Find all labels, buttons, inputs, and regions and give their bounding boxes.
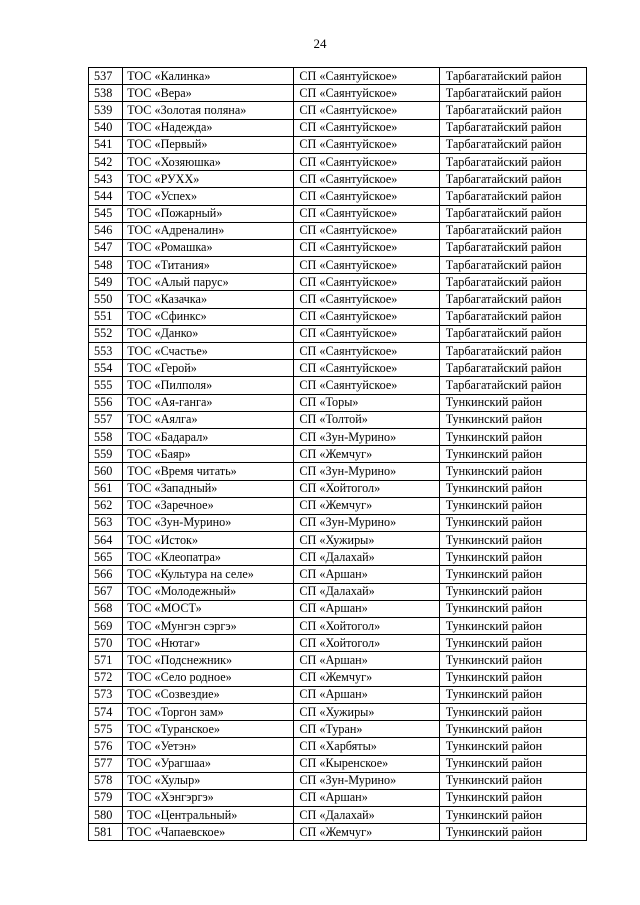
tos-name-cell: ТОС «Чапаевское» (123, 824, 294, 841)
tos-name-cell: ТОС «Ромашка» (123, 239, 294, 256)
row-number-cell: 548 (89, 257, 123, 274)
table-row (89, 600, 587, 617)
table-row (89, 446, 587, 463)
table-row (89, 549, 587, 566)
row-number-cell: 554 (89, 360, 123, 377)
tos-name-cell: ТОС «Западный» (123, 480, 294, 497)
row-number-cell: 572 (89, 669, 123, 686)
row-number-cell: 573 (89, 686, 123, 703)
row-number-cell: 542 (89, 153, 123, 170)
tos-name-cell: ТОС «Золотая поляна» (123, 102, 294, 119)
row-number-cell: 564 (89, 532, 123, 549)
table-row (89, 635, 587, 652)
district-cell: Тункинский район (439, 514, 586, 531)
district-cell: Тункинский район (439, 721, 586, 738)
settlement-cell: СП «Харбяты» (294, 738, 439, 755)
settlement-cell: СП «Аршан» (294, 566, 439, 583)
table-row (89, 377, 587, 394)
table-row (89, 703, 587, 720)
settlement-cell: СП «Зун-Мурино» (294, 463, 439, 480)
tos-name-cell: ТОС «Урагшаа» (123, 755, 294, 772)
row-number-cell: 543 (89, 171, 123, 188)
tos-name-cell: ТОС «Туранское» (123, 721, 294, 738)
table-row (89, 669, 587, 686)
table-row (89, 480, 587, 497)
table-row (89, 618, 587, 635)
table-row (89, 222, 587, 239)
table-row (89, 343, 587, 360)
settlement-cell: СП «Саянтуйское» (294, 377, 439, 394)
table-row (89, 789, 587, 806)
tos-name-cell: ТОС «Аялга» (123, 411, 294, 428)
district-cell: Тарбагатайский район (439, 188, 586, 205)
row-number-cell: 551 (89, 308, 123, 325)
table-row (89, 497, 587, 514)
tos-name-cell: ТОС «Пилполя» (123, 377, 294, 394)
tos-name-cell: ТОС «Алый парус» (123, 274, 294, 291)
district-cell: Тарбагатайский район (439, 205, 586, 222)
row-number-cell: 537 (89, 68, 123, 85)
table-row (89, 514, 587, 531)
district-cell: Тункинский район (439, 738, 586, 755)
table-row (89, 257, 587, 274)
table-row (89, 239, 587, 256)
row-number-cell: 544 (89, 188, 123, 205)
district-cell: Тункинский район (439, 824, 586, 841)
table-row (89, 394, 587, 411)
tos-name-cell: ТОС «Ая-ганга» (123, 394, 294, 411)
settlement-cell: СП «Толтой» (294, 411, 439, 428)
district-cell: Тункинский район (439, 618, 586, 635)
row-number-cell: 560 (89, 463, 123, 480)
table-row (89, 102, 587, 119)
tos-name-cell: ТОС «Подснежник» (123, 652, 294, 669)
settlement-cell: СП «Зун-Мурино» (294, 772, 439, 789)
table-row (89, 686, 587, 703)
row-number-cell: 576 (89, 738, 123, 755)
tos-name-cell: ТОС «Адреналин» (123, 222, 294, 239)
row-number-cell: 556 (89, 394, 123, 411)
row-number-cell: 567 (89, 583, 123, 600)
settlement-cell: СП «Жемчуг» (294, 446, 439, 463)
table-body (89, 68, 587, 841)
tos-name-cell: ТОС «Время читать» (123, 463, 294, 480)
table-row (89, 119, 587, 136)
district-cell: Тункинский район (439, 549, 586, 566)
table-row (89, 308, 587, 325)
settlement-cell: СП «Саянтуйское» (294, 274, 439, 291)
row-number-cell: 540 (89, 119, 123, 136)
district-cell: Тункинский район (439, 600, 586, 617)
row-number-cell: 570 (89, 635, 123, 652)
district-cell: Тункинский район (439, 772, 586, 789)
district-cell: Тункинский район (439, 394, 586, 411)
district-cell: Тарбагатайский район (439, 291, 586, 308)
settlement-cell: СП «Саянтуйское» (294, 136, 439, 153)
district-cell: Тункинский район (439, 789, 586, 806)
district-cell: Тарбагатайский район (439, 360, 586, 377)
tos-name-cell: ТОС «Пожарный» (123, 205, 294, 222)
row-number-cell: 553 (89, 343, 123, 360)
district-cell: Тункинский район (439, 686, 586, 703)
tos-name-cell: ТОС «Нютаг» (123, 635, 294, 652)
settlement-cell: СП «Хойтогол» (294, 635, 439, 652)
settlement-cell: СП «Аршан» (294, 652, 439, 669)
row-number-cell: 552 (89, 325, 123, 342)
tos-name-cell: ТОС «Село родное» (123, 669, 294, 686)
row-number-cell: 562 (89, 497, 123, 514)
district-cell: Тункинский район (439, 497, 586, 514)
row-number-cell: 581 (89, 824, 123, 841)
settlement-cell: СП «Жемчуг» (294, 497, 439, 514)
table-row (89, 85, 587, 102)
settlement-cell: СП «Хужиры» (294, 532, 439, 549)
tos-name-cell: ТОС «Зун-Мурино» (123, 514, 294, 531)
district-cell: Тункинский район (439, 635, 586, 652)
district-cell: Тункинский район (439, 807, 586, 824)
settlement-cell: СП «Саянтуйское» (294, 343, 439, 360)
district-cell: Тарбагатайский район (439, 68, 586, 85)
tos-name-cell: ТОС «Заречное» (123, 497, 294, 514)
row-number-cell: 538 (89, 85, 123, 102)
table-row (89, 463, 587, 480)
settlement-cell: СП «Аршан» (294, 789, 439, 806)
district-cell: Тарбагатайский район (439, 308, 586, 325)
row-number-cell: 549 (89, 274, 123, 291)
settlement-cell: СП «Жемчуг» (294, 669, 439, 686)
settlement-cell: СП «Туран» (294, 721, 439, 738)
table-row (89, 583, 587, 600)
table-row (89, 325, 587, 342)
table-row (89, 291, 587, 308)
tos-name-cell: ТОС «Торгон зам» (123, 703, 294, 720)
row-number-cell: 578 (89, 772, 123, 789)
tos-name-cell: ТОС «Уетэн» (123, 738, 294, 755)
row-number-cell: 574 (89, 703, 123, 720)
district-cell: Тункинский район (439, 755, 586, 772)
row-number-cell: 557 (89, 411, 123, 428)
tos-name-cell: ТОС «Хулыр» (123, 772, 294, 789)
row-number-cell: 559 (89, 446, 123, 463)
district-cell: Тункинский район (439, 669, 586, 686)
table-row (89, 411, 587, 428)
table-row (89, 68, 587, 85)
tos-name-cell: ТОС «РУХХ» (123, 171, 294, 188)
tos-name-cell: ТОС «Вера» (123, 85, 294, 102)
settlement-cell: СП «Хужиры» (294, 703, 439, 720)
settlement-cell: СП «Саянтуйское» (294, 257, 439, 274)
settlement-cell: СП «Далахай» (294, 583, 439, 600)
settlement-cell: СП «Саянтуйское» (294, 85, 439, 102)
district-cell: Тункинский район (439, 583, 586, 600)
district-cell: Тункинский район (439, 703, 586, 720)
district-cell: Тункинский район (439, 532, 586, 549)
district-cell: Тункинский район (439, 411, 586, 428)
table-row (89, 772, 587, 789)
tos-name-cell: ТОС «Счастье» (123, 343, 294, 360)
district-cell: Тарбагатайский район (439, 377, 586, 394)
row-number-cell: 568 (89, 600, 123, 617)
tos-name-cell: ТОС «МОСТ» (123, 600, 294, 617)
row-number-cell: 563 (89, 514, 123, 531)
settlement-cell: СП «Саянтуйское» (294, 205, 439, 222)
table-row (89, 566, 587, 583)
row-number-cell: 571 (89, 652, 123, 669)
row-number-cell: 545 (89, 205, 123, 222)
settlement-cell: СП «Далахай» (294, 807, 439, 824)
tos-name-cell: ТОС «Созвездие» (123, 686, 294, 703)
settlement-cell: СП «Зун-Мурино» (294, 428, 439, 445)
row-number-cell: 565 (89, 549, 123, 566)
district-cell: Тункинский район (439, 446, 586, 463)
settlement-cell: СП «Саянтуйское» (294, 188, 439, 205)
tos-name-cell: ТОС «Культура на селе» (123, 566, 294, 583)
settlement-cell: СП «Хойтогол» (294, 480, 439, 497)
page-number: 24 (313, 36, 327, 51)
district-cell: Тарбагатайский район (439, 136, 586, 153)
settlement-cell: СП «Саянтуйское» (294, 222, 439, 239)
tos-name-cell: ТОС «Хэнгэргэ» (123, 789, 294, 806)
tos-name-cell: ТОС «Титания» (123, 257, 294, 274)
settlement-cell: СП «Саянтуйское» (294, 153, 439, 170)
row-number-cell: 555 (89, 377, 123, 394)
table-row (89, 721, 587, 738)
settlement-cell: СП «Зун-Мурино» (294, 514, 439, 531)
tos-name-cell: ТОС «Исток» (123, 532, 294, 549)
district-cell: Тункинский район (439, 480, 586, 497)
tos-name-cell: ТОС «Сфинкс» (123, 308, 294, 325)
table-row (89, 824, 587, 841)
district-cell: Тарбагатайский район (439, 102, 586, 119)
tos-name-cell: ТОС «Калинка» (123, 68, 294, 85)
settlement-cell: СП «Хойтогол» (294, 618, 439, 635)
row-number-cell: 546 (89, 222, 123, 239)
tos-name-cell: ТОС «Баяр» (123, 446, 294, 463)
district-cell: Тарбагатайский район (439, 257, 586, 274)
settlement-cell: СП «Кыренское» (294, 755, 439, 772)
settlement-cell: СП «Саянтуйское» (294, 102, 439, 119)
district-cell: Тарбагатайский район (439, 239, 586, 256)
tos-name-cell: ТОС «Молодежный» (123, 583, 294, 600)
district-cell: Тункинский район (439, 652, 586, 669)
settlement-cell: СП «Торы» (294, 394, 439, 411)
settlement-cell: СП «Саянтуйское» (294, 291, 439, 308)
table-row (89, 205, 587, 222)
tos-name-cell: ТОС «Надежда» (123, 119, 294, 136)
table-row (89, 807, 587, 824)
settlement-cell: СП «Саянтуйское» (294, 171, 439, 188)
district-cell: Тарбагатайский район (439, 119, 586, 136)
tos-registry-table (88, 67, 587, 841)
settlement-cell: СП «Саянтуйское» (294, 239, 439, 256)
table-row (89, 755, 587, 772)
settlement-cell: СП «Далахай» (294, 549, 439, 566)
table-row (89, 360, 587, 377)
tos-name-cell: ТОС «Данко» (123, 325, 294, 342)
district-cell: Тарбагатайский район (439, 343, 586, 360)
table-row (89, 153, 587, 170)
table-row (89, 274, 587, 291)
table-row (89, 188, 587, 205)
row-number-cell: 566 (89, 566, 123, 583)
row-number-cell: 569 (89, 618, 123, 635)
settlement-cell: СП «Саянтуйское» (294, 360, 439, 377)
district-cell: Тарбагатайский район (439, 274, 586, 291)
row-number-cell: 580 (89, 807, 123, 824)
table-row (89, 532, 587, 549)
row-number-cell: 539 (89, 102, 123, 119)
settlement-cell: СП «Аршан» (294, 686, 439, 703)
district-cell: Тункинский район (439, 428, 586, 445)
tos-name-cell: ТОС «Мунгэн сэргэ» (123, 618, 294, 635)
row-number-cell: 550 (89, 291, 123, 308)
district-cell: Тункинский район (439, 566, 586, 583)
district-cell: Тарбагатайский район (439, 171, 586, 188)
tos-name-cell: ТОС «Успех» (123, 188, 294, 205)
row-number-cell: 541 (89, 136, 123, 153)
settlement-cell: СП «Жемчуг» (294, 824, 439, 841)
settlement-cell: СП «Саянтуйское» (294, 308, 439, 325)
district-cell: Тункинский район (439, 463, 586, 480)
tos-name-cell: ТОС «Хозяюшка» (123, 153, 294, 170)
district-cell: Тарбагатайский район (439, 153, 586, 170)
district-cell: Тарбагатайский район (439, 325, 586, 342)
table-row (89, 428, 587, 445)
tos-name-cell: ТОС «Казачка» (123, 291, 294, 308)
settlement-cell: СП «Аршан» (294, 600, 439, 617)
table-row (89, 652, 587, 669)
row-number-cell: 579 (89, 789, 123, 806)
row-number-cell: 547 (89, 239, 123, 256)
row-number-cell: 558 (89, 428, 123, 445)
district-cell: Тарбагатайский район (439, 222, 586, 239)
tos-name-cell: ТОС «Бадарал» (123, 428, 294, 445)
tos-name-cell: ТОС «Клеопатра» (123, 549, 294, 566)
table-row (89, 738, 587, 755)
tos-name-cell: ТОС «Герой» (123, 360, 294, 377)
table-row (89, 171, 587, 188)
settlement-cell: СП «Саянтуйское» (294, 119, 439, 136)
table-row (89, 136, 587, 153)
settlement-cell: СП «Саянтуйское» (294, 325, 439, 342)
row-number-cell: 575 (89, 721, 123, 738)
tos-name-cell: ТОС «Первый» (123, 136, 294, 153)
tos-name-cell: ТОС «Центральный» (123, 807, 294, 824)
district-cell: Тарбагатайский район (439, 85, 586, 102)
row-number-cell: 561 (89, 480, 123, 497)
settlement-cell: СП «Саянтуйское» (294, 68, 439, 85)
row-number-cell: 577 (89, 755, 123, 772)
